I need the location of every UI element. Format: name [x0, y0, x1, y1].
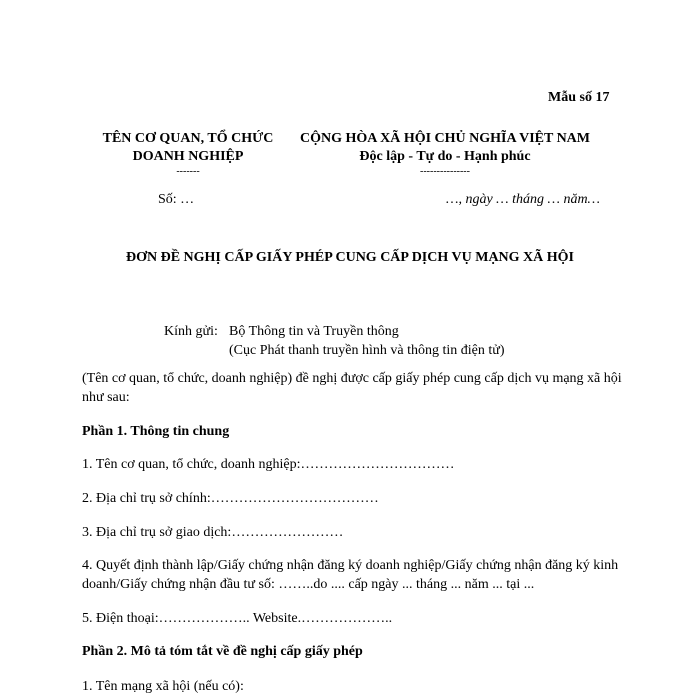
item-transaction-address: 3. Địa chỉ trụ sở giao dịch:…………………… [82, 525, 344, 540]
national-header [270, 130, 620, 178]
item-social-network-name: 1. Tên mạng xã hội (nếu có): [82, 679, 244, 694]
document-number: Số: … [158, 192, 195, 207]
item-establishment-decision: 4. Quyết định thành lập/Giấy chứng nhận đăng ký doanh nghiệp/Giấy chứng nhận đăng ký kinh doanh/Giấy chứng nhận đầu tư số: ……..do .... cấp ngày ... tháng ... năm ... tại ... [82, 558, 619, 592]
organization-name-line2: DOANH NGHIỆP [132, 149, 244, 164]
national-motto: Độc lập - Tự do - Hạnh phúc [359, 149, 531, 164]
item-head-office-address: 2. Địa chỉ trụ sở chính:……………………………… [82, 491, 379, 506]
item-phone-website: 5. Điện thoại:……………….. Website.……………….. [82, 611, 393, 626]
recipient-department: (Cục Phát thanh truyền hình và thông tin điện tử) [229, 343, 505, 358]
intro-paragraph: (Tên cơ quan, tổ chức, doanh nghiệp) đề nghị được cấp giấy phép cung cấp dịch vụ mạng xã hội như sau: [82, 371, 622, 405]
national-title: CỘNG HÒA XÃ HỘI CHỦ NGHĨA VIỆT NAM [299, 131, 590, 146]
part1-heading: Phần 1. Thông tin chung [82, 424, 230, 439]
recipient-ministry: Bộ Thông tin và Truyền thông [229, 324, 399, 339]
national-separator: --------------- [420, 166, 470, 177]
item-organization-name: 1. Tên cơ quan, tổ chức, doanh nghiệp:…………………………… [82, 457, 455, 472]
part2-heading: Phần 2. Mô tả tóm tắt về đề nghị cấp giấy phép [82, 644, 363, 659]
organization-name-line1: TÊN CƠ QUAN, TỔ CHỨC [102, 131, 274, 146]
organization-separator: ------- [176, 166, 200, 177]
document-title: ĐƠN ĐỀ NGHỊ CẤP GIẤY PHÉP CUNG CẤP DỊCH VỤ MẠNG XÃ HỘI [125, 250, 574, 265]
document-date: …, ngày … tháng … năm… [446, 192, 601, 207]
form-number: Mẫu số 17 [548, 90, 610, 105]
addressee-label: Kính gửi: [164, 324, 218, 339]
